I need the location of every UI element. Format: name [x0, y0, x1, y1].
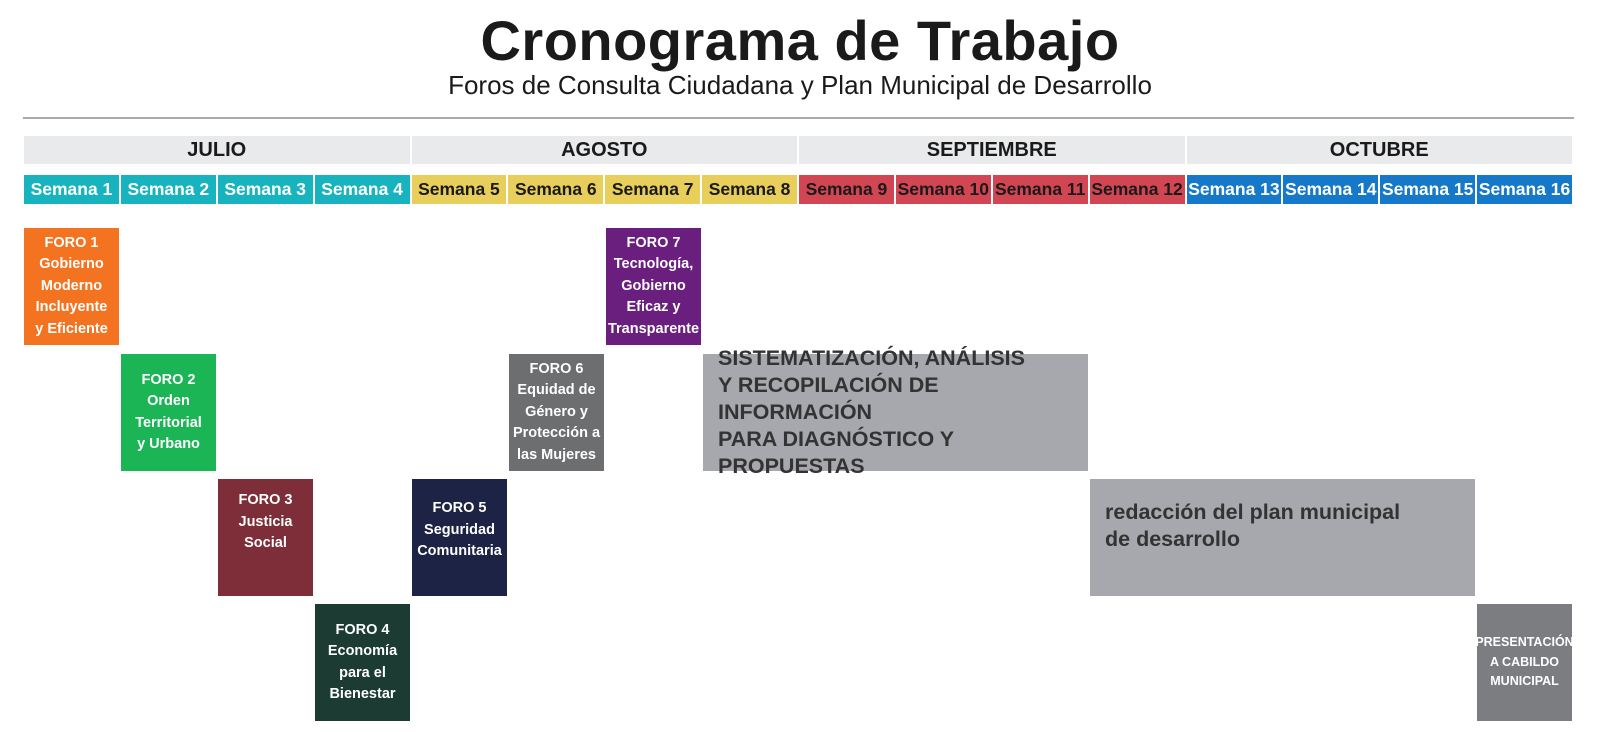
foro-7-block: [606, 228, 701, 345]
week-1: Semana 1: [24, 175, 119, 204]
foro-3-line: Social: [244, 535, 287, 551]
week-4: Semana 4: [315, 175, 410, 204]
week-12: Semana 12: [1090, 175, 1185, 204]
foro-2-block: [121, 354, 216, 471]
foro-1-title: FORO 1: [44, 234, 99, 251]
redaccion-line: de desarrollo: [1105, 527, 1241, 551]
month-julio: JULIO: [24, 136, 410, 164]
foro-6-line: Equidad de: [517, 382, 596, 399]
foro-1-line: Incluyente: [35, 299, 108, 316]
week-14: Semana 14: [1283, 175, 1378, 204]
foro-2-line: Territorial: [135, 414, 202, 431]
week-header-row: [24, 175, 1572, 204]
week-2: Semana 2: [121, 175, 216, 204]
week-6: Semana 6: [508, 175, 603, 204]
week-15: Semana 15: [1380, 175, 1475, 204]
week-10: Semana 10: [896, 175, 991, 204]
foro-5-line: Seguridad: [424, 521, 495, 538]
foro-2-line: y Urbano: [137, 436, 200, 452]
foro-5-block: [412, 479, 507, 596]
foro-2-line: Orden: [147, 393, 190, 409]
foro-4-line: para el: [339, 664, 386, 681]
page-title: Cronograma de Trabajo: [480, 9, 1120, 72]
foro-1-line: Gobierno: [39, 256, 104, 273]
presentacion-line: A CABILDO: [1490, 654, 1559, 669]
week-16: Semana 16: [1477, 175, 1572, 204]
week-8: Semana 8: [702, 175, 797, 204]
page-subtitle: Foros de Consulta Ciudadana y Plan Municipal de Desarrollo: [448, 70, 1152, 100]
week-11: Semana 11: [993, 175, 1088, 204]
foro-7-line: Gobierno: [621, 277, 686, 294]
month-header-row: [24, 136, 1572, 164]
foro-1-block: [24, 228, 119, 345]
foro-6-title: FORO 6: [529, 360, 584, 377]
foro-1-line: y Eficiente: [35, 320, 108, 337]
sistematizacion-line: SISTEMATIZACIÓN, ANÁLISIS: [718, 346, 1025, 370]
foro-7-title: FORO 7: [626, 234, 681, 251]
foro-4-line: Bienestar: [329, 686, 396, 702]
sistematizacion-block: [703, 346, 1088, 478]
foro-3-title: FORO 3: [238, 492, 293, 508]
presentacion-line: MUNICIPAL: [1490, 674, 1559, 689]
foro-6-line: Protección a: [512, 425, 601, 442]
week-3: Semana 3: [218, 175, 313, 204]
title-divider: [23, 117, 1574, 119]
foro-6-line: las Mujeres: [517, 446, 596, 463]
week-9: Semana 9: [799, 175, 894, 204]
week-13: Semana 13: [1187, 175, 1282, 204]
foro-7-line: Eficaz y: [626, 299, 681, 316]
foro-4-title: FORO 4: [335, 621, 390, 638]
week-7: Semana 7: [605, 175, 700, 204]
foro-3-line: Justicia: [238, 513, 293, 530]
foro-6-block: [509, 354, 604, 471]
month-octubre: OCTUBRE: [1187, 136, 1573, 164]
foro-1-line: Moderno: [40, 277, 103, 294]
foro-4-line: Economía: [327, 643, 398, 659]
foro-3-block: [218, 479, 313, 596]
month-septiembre: SEPTIEMBRE: [799, 136, 1185, 164]
foro-5-title: FORO 5: [432, 500, 487, 516]
presentacion-line: PRESENTACIÓN: [1475, 635, 1574, 650]
foro-2-title: FORO 2: [141, 371, 196, 388]
week-5: Semana 5: [412, 175, 507, 204]
foro-5-line: Comunitaria: [417, 543, 502, 559]
sistematizacion-line: PARA DIAGNÓSTICO Y PROPUESTAS: [718, 427, 954, 478]
foro-4-block: [315, 604, 410, 721]
redaccion-line: redacción del plan municipal: [1105, 500, 1401, 524]
presentacion-block: [1477, 604, 1572, 721]
foro-7-line: Transparente: [607, 320, 700, 337]
redaccion-block: [1090, 479, 1475, 596]
foro-7-line: Tecnología,: [613, 256, 694, 273]
month-agosto: AGOSTO: [412, 136, 798, 164]
sistematizacion-line: Y RECOPILACIÓN DE INFORMACIÓN: [718, 373, 939, 424]
foro-6-line: Género y: [525, 403, 588, 420]
